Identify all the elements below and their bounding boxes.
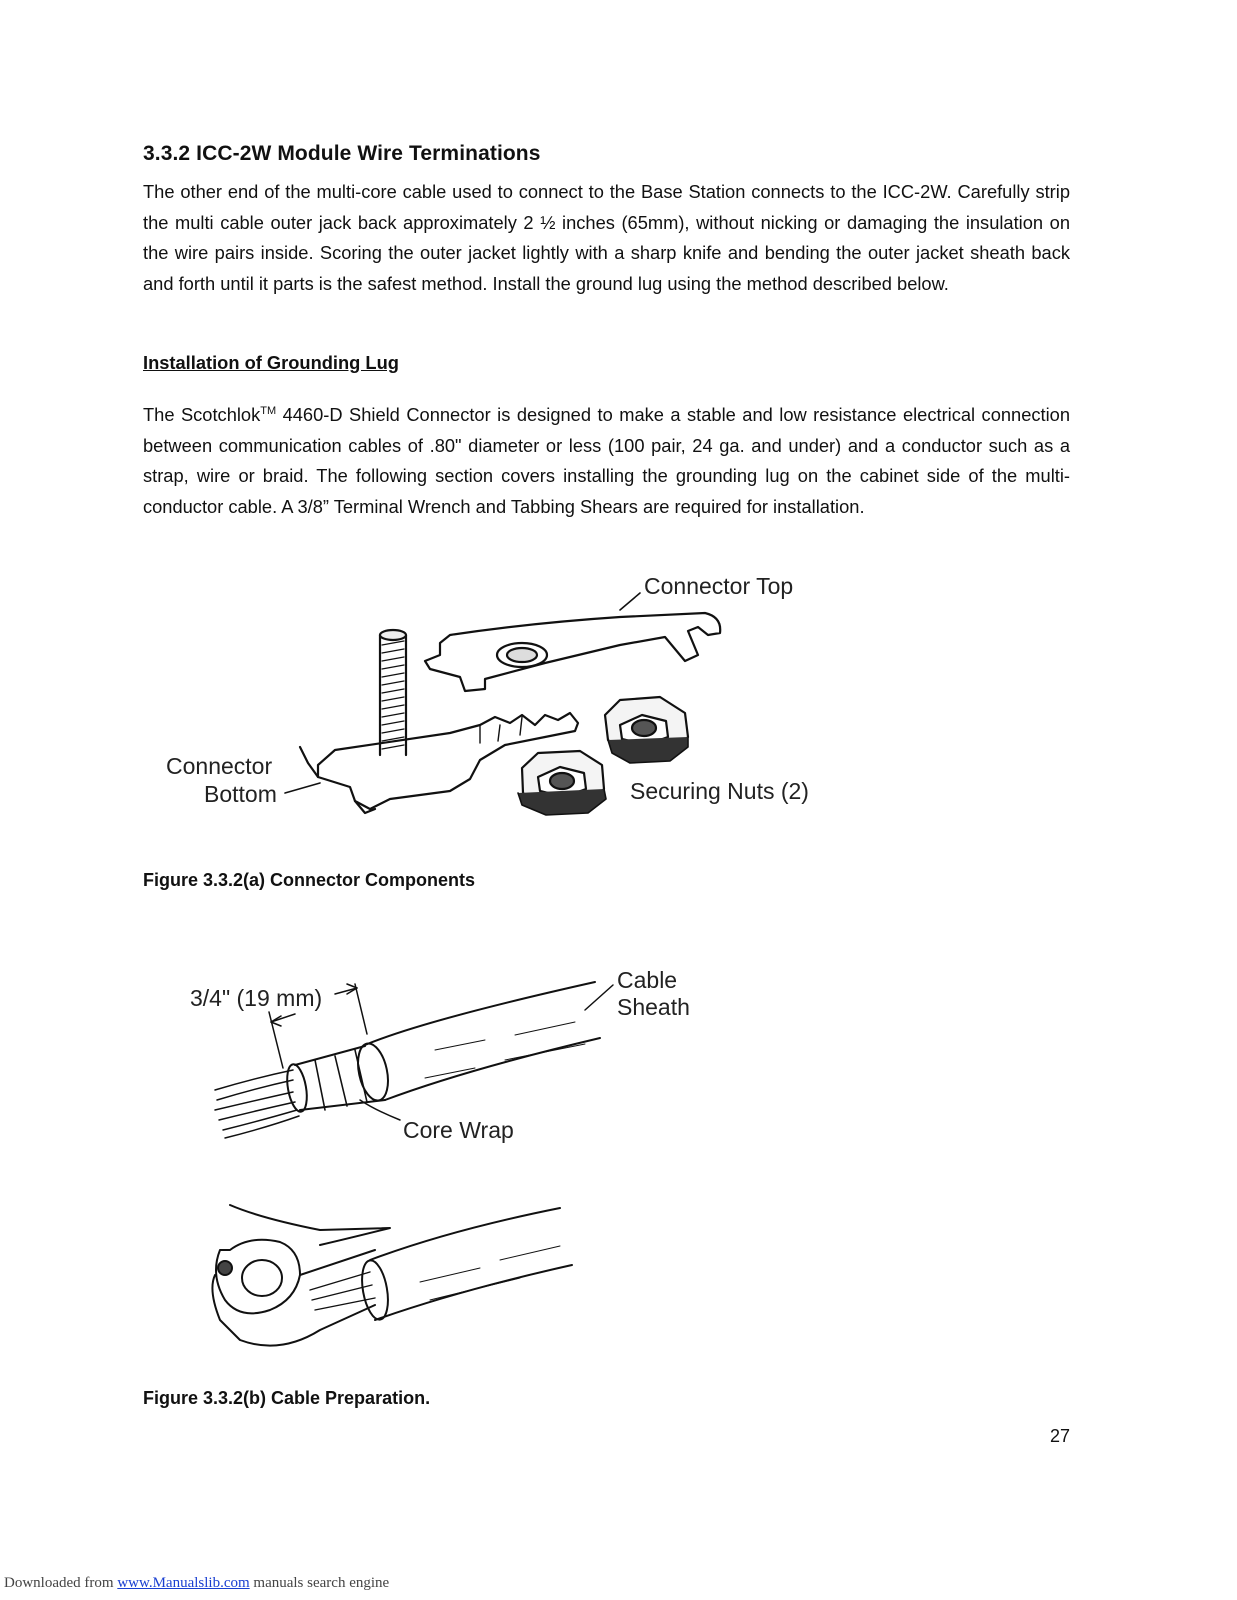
download-footer (4, 1575, 389, 1592)
cut-wires (310, 1272, 375, 1310)
grounding-text-start: The Scotchlok (143, 404, 261, 425)
core-wrap-section (284, 1046, 385, 1113)
cable-stripped-figure (185, 960, 725, 1155)
cable-body (370, 1208, 572, 1320)
cable-cutting-figure (200, 1190, 600, 1355)
page-number: 27 (1049, 1426, 1070, 1446)
label-core-wrap: Core Wrap (403, 1117, 514, 1143)
connector-components-figure (150, 565, 850, 835)
figure-a-caption: Figure 3.3.2(a) Connector Components (143, 870, 476, 890)
label-cable-sheath-line2: Sheath (617, 994, 690, 1020)
label-securing-nuts: Securing Nuts (2) (630, 778, 809, 804)
tabbing-shears (212, 1205, 390, 1346)
grounding-subheading: Installation of Grounding Lug (143, 352, 399, 373)
grounding-paragraph (143, 400, 1070, 522)
threaded-stud (380, 630, 406, 755)
label-dimension: 3/4" (19 mm) (190, 985, 323, 1011)
securing-nut-upper (605, 697, 688, 763)
connector-top-part (425, 613, 720, 691)
securing-nut-lower (518, 751, 606, 815)
section-heading: 3.3.2 ICC-2W Module Wire Terminations (143, 142, 541, 165)
label-cable-sheath-line1: Cable (617, 967, 678, 993)
grounding-text-rest: 4460-D Shield Connector is designed to make a stable and low resistance electrical connection between communication cables of .80" diameter or less (100 pair, 24 ga. and under) and a conductor such as a strap, wire or braid. The following section covers installing the grounding lug on the cabinet side of the multi-conductor cable. A 3/8” Terminal Wrench and Tabbing Shears are required for installation. (143, 404, 1070, 517)
intro-paragraph: The other end of the multi-core cable used to connect to the Base Station connects to the ICC-2W. Carefully strip the multi cable outer jack back approximately 2 ½ inches (65mm), without nicking or damaging the insulation on the wire pairs inside. Scoring the outer jacket lightly with a sharp knife and bending the outer jacket sheath back and forth until it parts is the safest method. Install the ground lug using the method described below. (143, 181, 1070, 294)
footer-prefix: Downloaded from (4, 1575, 118, 1591)
label-connector-bottom-line2: Bottom (204, 781, 277, 807)
manualslib-link[interactable]: www.Manualslib.com (117, 1575, 250, 1591)
trademark-mark: TM (260, 404, 277, 417)
label-connector-top: Connector Top (644, 573, 794, 599)
footer-suffix: manuals search engine (249, 1575, 390, 1591)
figure-b-caption: Figure 3.3.2(b) Cable Preparation. (143, 1388, 431, 1408)
label-connector-bottom-line1: Connector (166, 753, 273, 779)
